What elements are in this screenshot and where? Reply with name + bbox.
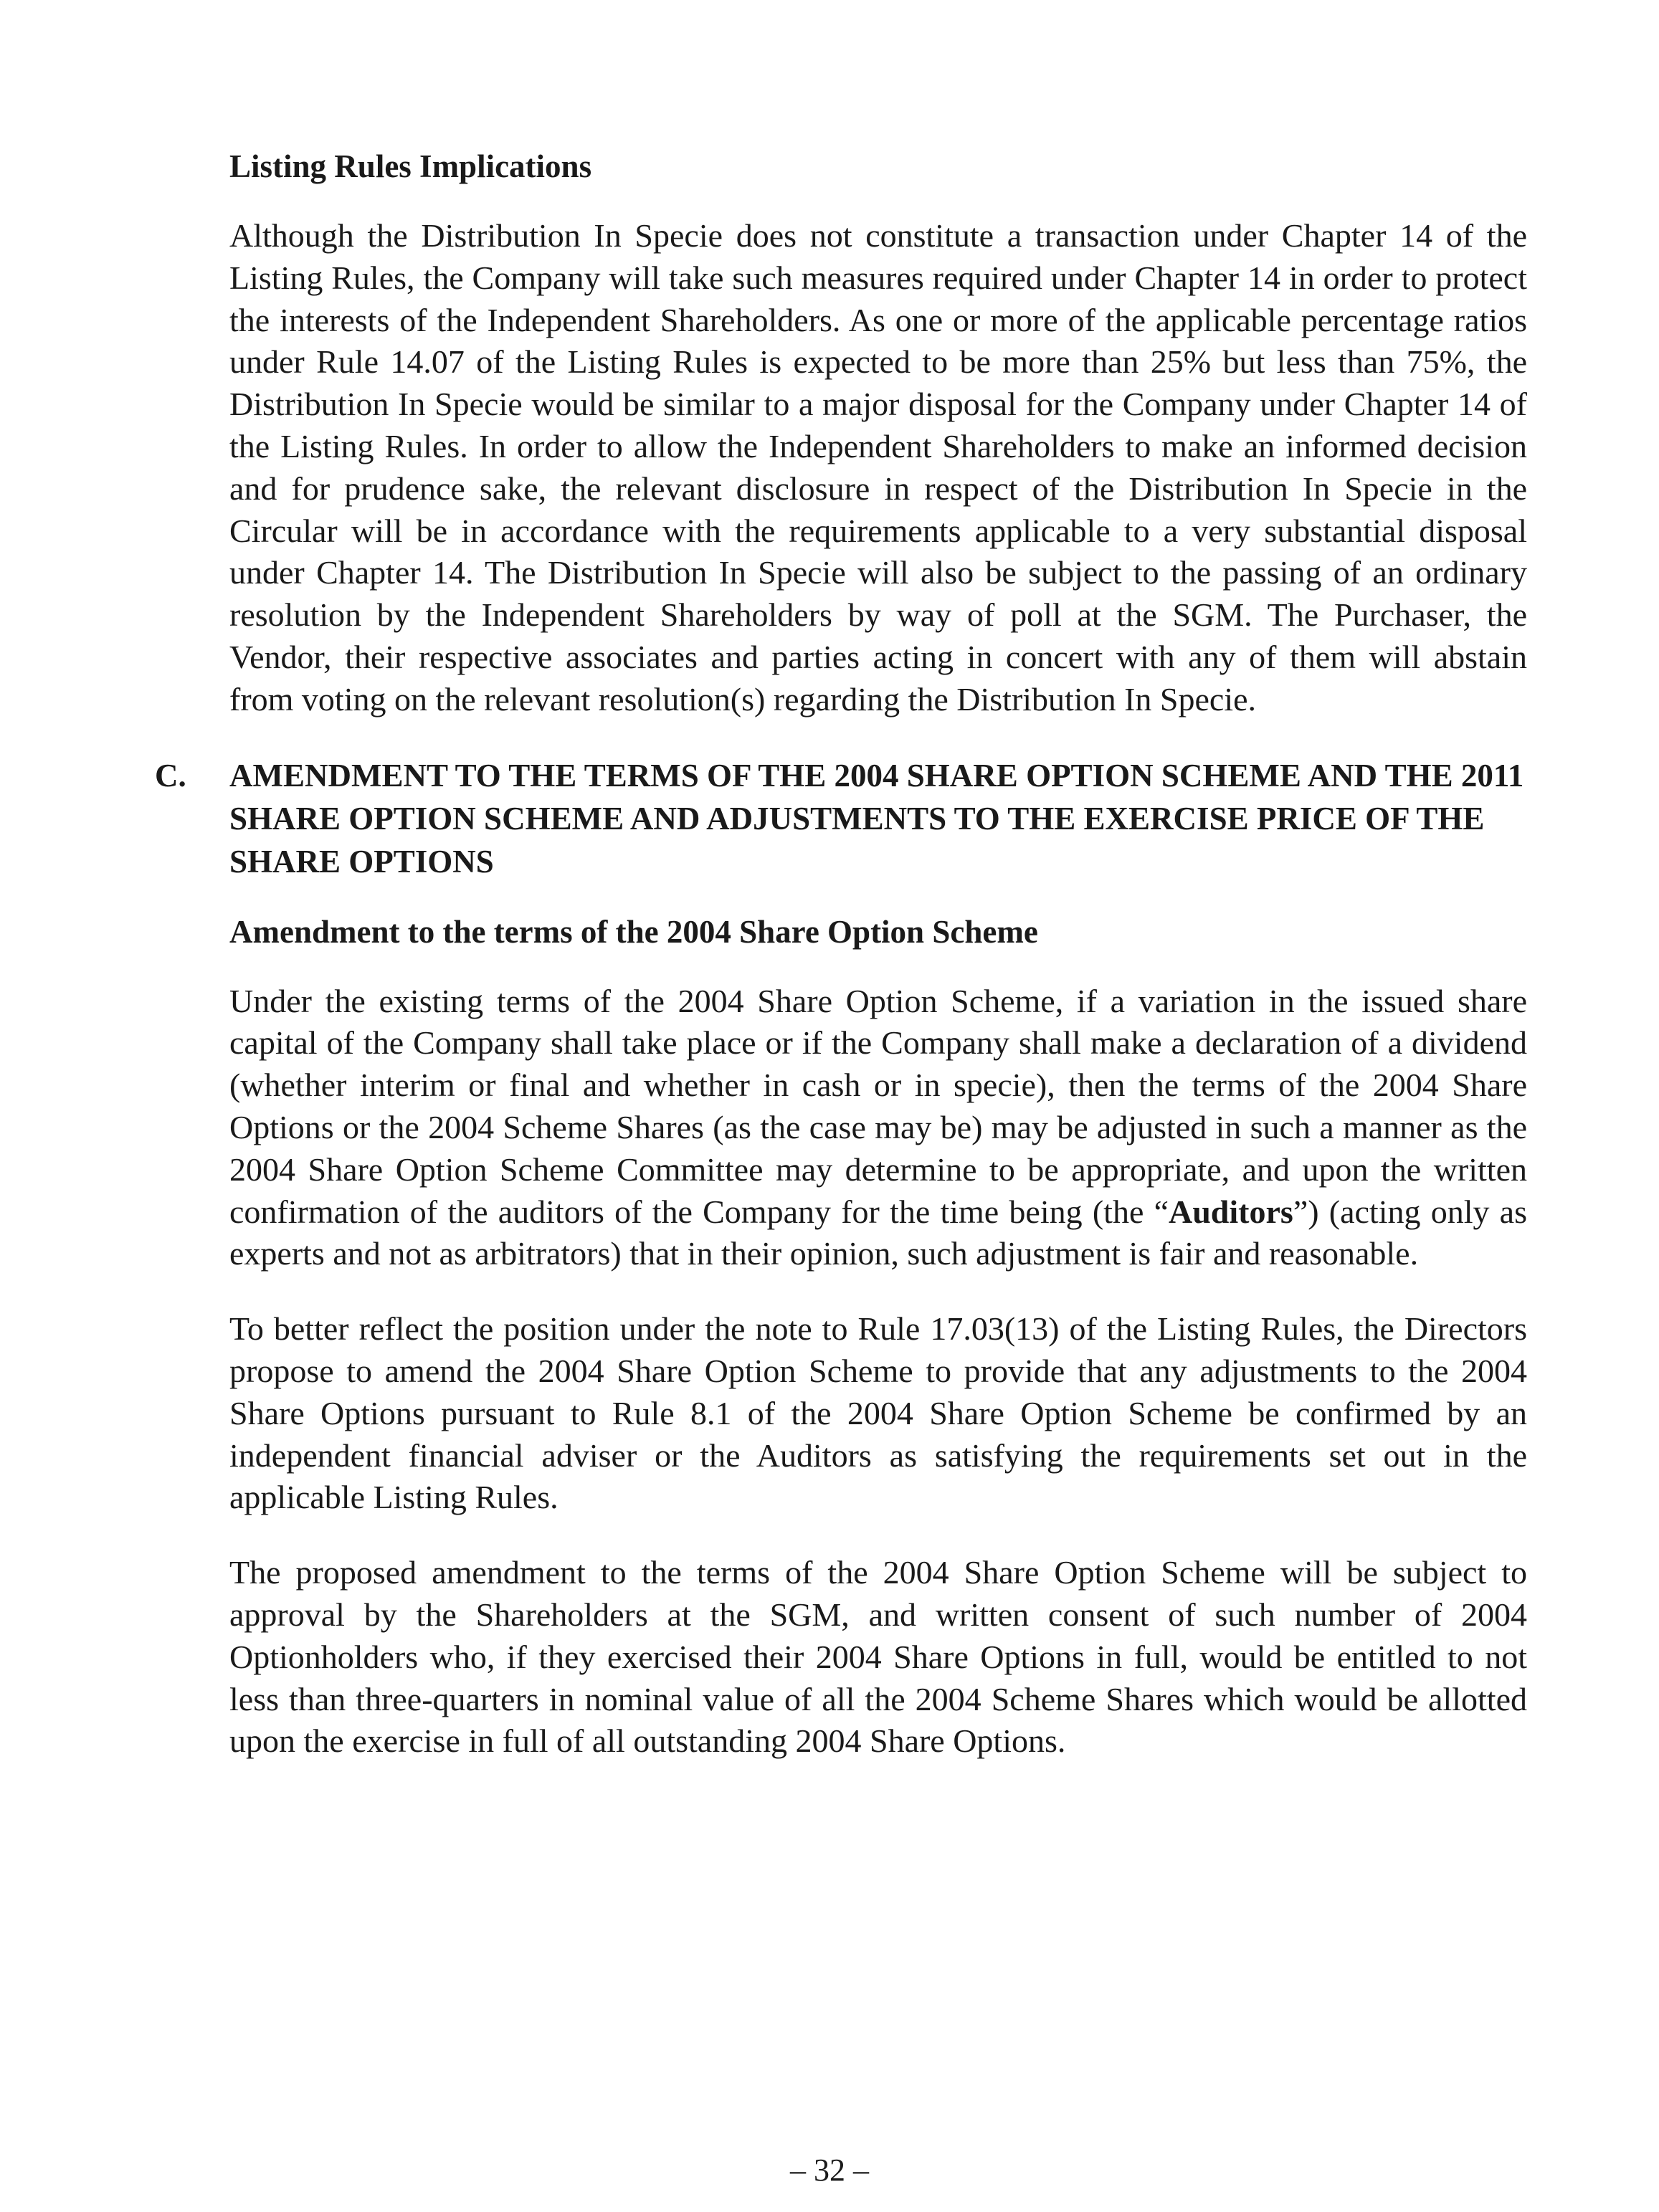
amendment-subheading: Amendment to the terms of the 2004 Share Option Scheme (229, 913, 1038, 950)
page-number: – 32 – (790, 2153, 869, 2188)
paragraph-1-text-after: ”) (acting only as experts and not as arbitrators) that in their opinion, such adjustment is fair and reasonable. (229, 1193, 1528, 1272)
amendment-paragraph-3: The proposed amendment to the terms of the 2004 Share Option Scheme will be subject to approval by the Shareholders at the SGM, and written consent of such number of 2004 Optionholders who, if they exercised their 2004 Share Options in full, would be entitled to not less than three-quarters in nominal value of all the 2004 Scheme Shares which would be allotted upon the exercise in full of all outstanding 2004 Share Options. (229, 1554, 1527, 1760)
paragraph-1-text-before: Under the existing terms of the 2004 Share Option Scheme, if a variation in the issued share capital of the Company shall take place or if the Company shall make a declaration of a dividend (whether interim or final and whether in cash or in specie), then the terms of the 2004 Share Options or the 2004 Scheme Shares (as the case may be) may be adjusted in such a manner as the 2004 Share Option Scheme Committee may determine to be appropriate, and upon the written confirmation of the auditors of the Company for the time being (the “ (229, 982, 1527, 1230)
section-c-heading (155, 754, 1527, 883)
section-title: AMENDMENT TO THE TERMS OF THE 2004 SHARE OPTION SCHEME AND THE 2011 SHARE OPTION SCHEME AND ADJUSTMENTS TO THE EXERCISE PRICE OF THE SHARE OPTIONS (229, 757, 1524, 879)
section-letter: C. (155, 757, 186, 793)
listing-rules-heading: Listing Rules Implications (229, 148, 592, 184)
page-content (155, 145, 1528, 1763)
listing-rules-paragraph: Although the Distribution In Specie does not constitute a transaction under Chapter 14 of the Listing Rules, the Company will take such measures required under Chapter 14 in order to protect the interests of the Independent Shareholders. As one or more of the applicable percentage ratios under Rule 14.07 of the Listing Rules is expected to be more than 25% but less than 75%, the Distribution In Specie would be similar to a major disposal for the Company under Chapter 14 of the Listing Rules. In order to allow the Independent Shareholders to make an informed decision and for prudence sake, the relevant disclosure in respect of the Distribution In Specie in the Circular will be in accordance with the requirements applicable to a very substantial disposal under Chapter 14. The Distribution In Specie will also be subject to the passing of an ordinary resolution by the Independent Shareholders by way of poll at the SGM. The Purchaser, the Vendor, their respective associates and parties acting in concert with any of them will abstain from voting on the relevant resolution(s) regarding the Distribution In Specie. (229, 217, 1527, 718)
amendment-paragraph-2: To better reflect the position under the note to Rule 17.03(13) of the Listing Rules, the Directors propose to amend the 2004 Share Option Scheme to provide that any adjustments to the 2004 Share Options pursuant to Rule 8.1 of the 2004 Share Option Scheme be confirmed by an independent financial adviser or the Auditors as satisfying the requirements set out in the applicable Listing Rules. (229, 1310, 1527, 1516)
auditors-defined-term: Auditors (1169, 1193, 1293, 1230)
amendment-paragraph-1 (229, 981, 1527, 1276)
